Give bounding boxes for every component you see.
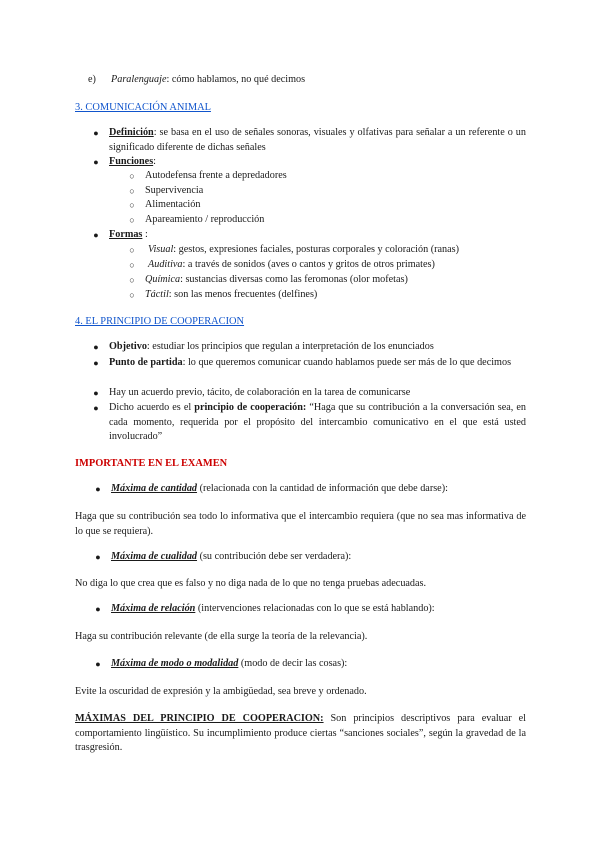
- funcion-text: Apareamiento / reproducción: [145, 214, 265, 225]
- bullet-icon: ●: [93, 342, 99, 352]
- bullet-icon: ●: [93, 403, 99, 413]
- bullet-icon: ●: [95, 484, 101, 494]
- sub-item-forma: [129, 273, 535, 288]
- sub-item-funcion: [129, 198, 525, 213]
- bullet-icon: ●: [93, 388, 99, 398]
- list-item-paralenguaje: [88, 73, 548, 88]
- forma-text: : a través de sonidos (aves o cantos y gritos de otros primates): [182, 259, 435, 270]
- funcion-text: Autodefensa frente a depredadores: [145, 170, 287, 181]
- term-paralenguaje: Paralenguaje: [111, 74, 167, 85]
- maxima-description: Haga que su contribución sea todo lo informativa que el intercambio requiera (que no sea mas informativa de lo que se requiera).: [75, 511, 526, 537]
- maxima-label: Máxima de relación: [111, 603, 196, 614]
- forma-text: : sustancias diversas como las feromonas (olor mofetas): [180, 274, 408, 285]
- bullet-icon: ●: [95, 659, 101, 669]
- funciones-colon: :: [153, 156, 156, 167]
- funcion-text: Supervivencia: [145, 185, 204, 196]
- forma-term: Táctil: [145, 289, 169, 300]
- section-heading-3: 3. COMUNICACIÓN ANIMAL: [75, 102, 211, 113]
- maxima-item: [95, 482, 531, 497]
- sub-item-funcion: [129, 213, 525, 228]
- objetivo-label: Objetivo: [109, 341, 147, 352]
- maxima-label: Máxima de cualidad: [111, 551, 198, 562]
- maximas-summary: [75, 712, 526, 756]
- list-item-acuerdo: [93, 386, 526, 401]
- section-heading-4: 4. EL PRINCIPIO DE COOPERACION: [75, 316, 245, 327]
- term-description: : cómo hablamos, no qué decimos: [166, 74, 306, 85]
- sub-item-funcion: [129, 169, 525, 184]
- circle-bullet-icon: ○: [129, 200, 135, 210]
- summary-label: MÁXIMAS DEL PRINCIPIO DE COOPERACION:: [75, 713, 324, 724]
- partida-label: Punto de partida: [109, 357, 183, 368]
- circle-bullet-icon: ○: [129, 275, 135, 285]
- sub-item-forma: [129, 243, 535, 258]
- forma-term: Química: [145, 274, 181, 285]
- list-item-definicion: [93, 126, 526, 155]
- bullet-icon: ●: [95, 604, 101, 614]
- bullet-icon: ●: [93, 358, 99, 368]
- maxima-description: Evite la oscuridad de expresión y la ambigüedad, sea breve y ordenado.: [75, 686, 367, 697]
- formas-colon: :: [142, 229, 148, 240]
- bullet-icon: ●: [93, 230, 99, 240]
- circle-bullet-icon: ○: [129, 186, 135, 196]
- objetivo-text: : estudiar los principios que regulan a interpretación de los enunciados: [146, 341, 434, 352]
- list-item-punto-partida: [93, 356, 526, 371]
- sub-item-forma: [129, 288, 535, 303]
- maxima-description: No diga lo que crea que es falso y no diga nada de lo que no tenga pruebas adecuadas.: [75, 578, 427, 589]
- dicho-label: principio de cooperación:: [194, 402, 307, 413]
- list-item-funciones: [93, 155, 509, 170]
- funcion-text: Alimentación: [145, 199, 201, 210]
- bullet-icon: ●: [93, 157, 99, 167]
- maxima-label: Máxima de cantidad: [111, 483, 198, 494]
- maxima-item: [95, 602, 531, 617]
- sub-item-funcion: [129, 184, 525, 199]
- maxima-note: (su contribución debe ser verdadera):: [197, 551, 352, 562]
- forma-term: Visual: [148, 244, 174, 255]
- definicion-text: : se basa en el uso de señales sonoras, visuales y olfativas para señalar a un referente o un significado diferente de dichas señales: [109, 127, 526, 153]
- summary-text: Son principios descriptivos para evaluar el comportamiento lingüístico. Su incumplimiento produce ciertas “sanciones sociales”, según la gravedad de la trasgresión.: [75, 713, 526, 753]
- forma-text: : gestos, expresiones faciales, posturas corporales y coloración (ranas): [173, 244, 459, 255]
- partida-text: : lo que queremos comunicar cuando hablamos puede ser más de lo que decimos: [182, 357, 512, 368]
- maxima-label: Máxima de modo o modalidad: [111, 658, 239, 669]
- maxima-description: Haga su contribución relevante (de ella surge la teoría de la relevancia).: [75, 631, 368, 642]
- dicho-quote: “Haga que su contribución a la conversación sea, en cada momento, requerida por el propósito del intercambio comunicativo en el que está usted involucrado”: [109, 402, 526, 442]
- formas-label: Formas: [109, 229, 143, 240]
- bullet-icon: ●: [93, 128, 99, 138]
- circle-bullet-icon: ○: [129, 171, 135, 181]
- bullet-icon: ●: [95, 552, 101, 562]
- definicion-label: Definición: [109, 127, 154, 138]
- list-item-objetivo: [93, 340, 526, 355]
- acuerdo-text: Hay un acuerdo previo, tácito, de colaboración en la tarea de comunicarse: [109, 387, 411, 398]
- maxima-item: [95, 550, 531, 565]
- maxima-note: (modo de decir las cosas):: [238, 658, 348, 669]
- maxima-note: (intervenciones relacionadas con lo que se está hablando):: [195, 603, 435, 614]
- maxima-item: [95, 657, 531, 672]
- circle-bullet-icon: ○: [129, 260, 135, 270]
- circle-bullet-icon: ○: [129, 245, 135, 255]
- funciones-label: Funciones: [109, 156, 154, 167]
- list-item-dicho-acuerdo: [93, 401, 526, 445]
- circle-bullet-icon: ○: [129, 215, 135, 225]
- important-heading: IMPORTANTE EN EL EXAMEN: [75, 458, 228, 469]
- circle-bullet-icon: ○: [129, 290, 135, 300]
- list-marker: e): [88, 74, 96, 85]
- list-item-formas: [93, 228, 509, 243]
- sub-item-forma: [129, 258, 535, 273]
- dicho-pre: Dicho acuerdo es el: [109, 402, 195, 413]
- forma-text: : son las menos frecuentes (delfines): [168, 289, 318, 300]
- maxima-note: (relacionada con la cantidad de información que debe darse):: [197, 483, 448, 494]
- forma-term: Auditiva: [148, 259, 183, 270]
